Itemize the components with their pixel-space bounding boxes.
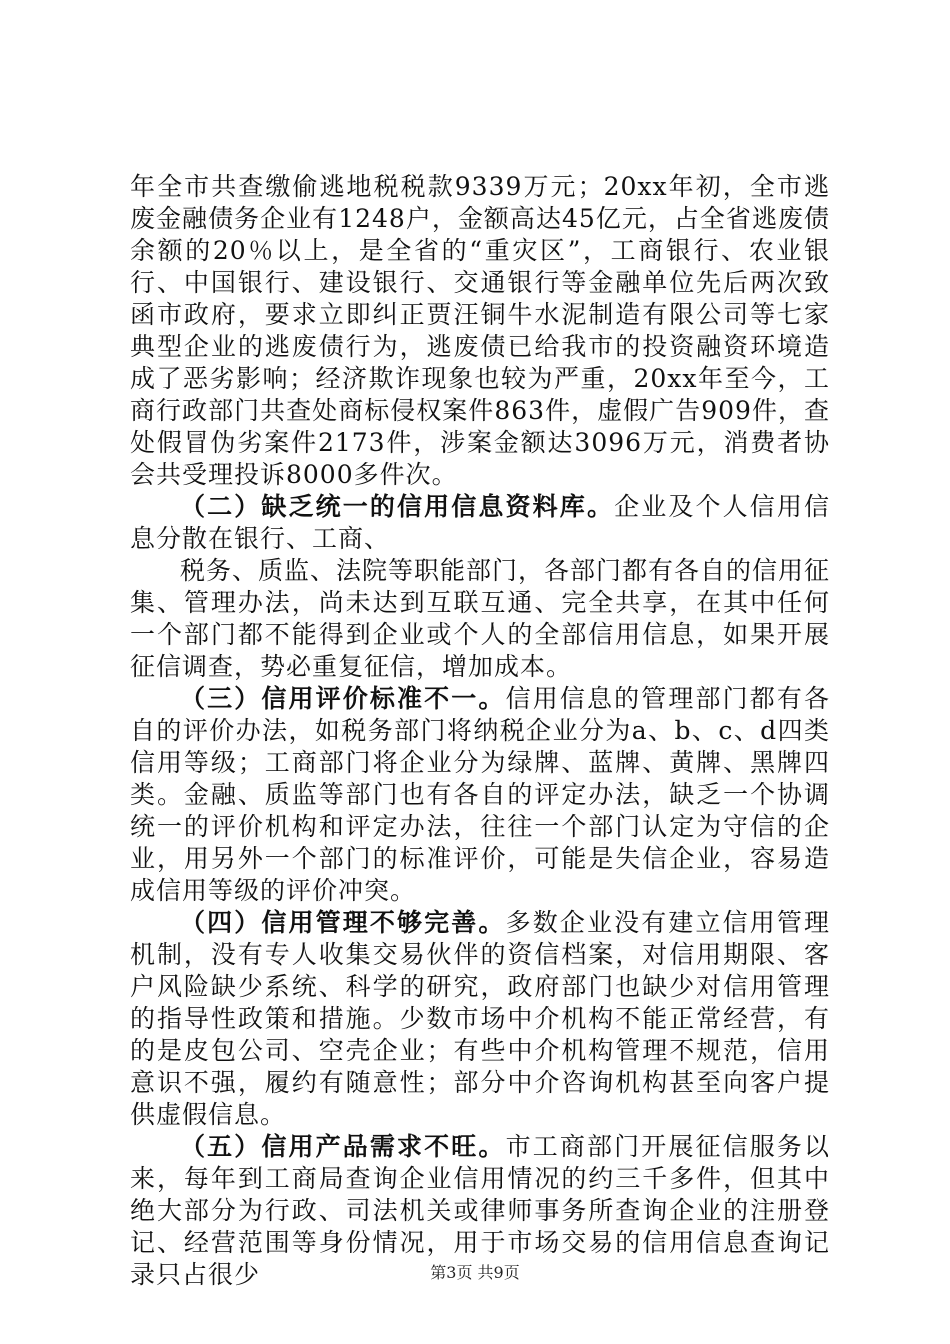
section-heading-5: （五）信用产品需求不旺。 [180,1132,506,1161]
section-heading-4: （四）信用管理不够完善。 [180,908,506,937]
paragraph-text: 信用信息的管理部门都有各自的评价办法，如税务部门将纳税企业分为a、b、c、d四类信用等级；工商部门将企业分为绿牌、蓝牌、黄牌、黑牌四类。金融、质监等部门也有各自的评定办法，缺乏一个协调统一的评价机构和评定办法，往往一个部门认定为守信的企业，用另外一个部门的标准评价，可能是失信企业，容易造成信用等级的评价冲突。 [130,684,830,905]
document-body [130,171,830,1291]
paragraph-text: 企业及个人信用信息分散在银行、工商、 [130,492,830,553]
paragraph-section-2-cont [130,555,830,683]
section-heading-3: （三）信用评价标准不一。 [180,684,506,713]
page-footer [0,1260,950,1283]
paragraph-section-2 [130,491,830,555]
paragraph-text: 多数企业没有建立信用管理机制，没有专人收集交易伙伴的资信档案，对信用期限、客户风险缺少系统、科学的研究，政府部门也缺少对信用管理的指导性政策和措施。少数市场中介机构不能正常经营，有的是皮包公司、空壳企业；有些中介机构管理不规范，信用意识不强，履约有随意性；部分中介咨询机构甚至向客户提供虚假信息。 [130,908,830,1129]
section-heading-2: （二）缺乏统一的信用信息资料库。 [180,492,615,521]
paragraph-section-4 [130,907,830,1131]
paragraph-text: 税务、质监、法院等职能部门，各部门都有各自的信用征集、管理办法，尚未达到互联互通、完全共享，在其中任何一个部门都不能得到企业或个人的全部信用信息，如果开展征信调查，势必重复征信，增加成本。 [130,556,831,681]
paragraph-text: 年全市共查缴偷逃地税税款9339万元；20xx年初，全市逃废金融债务企业有1248户，金额高达45亿元，占全省逃废债余额的20％以上，是全省的“重灾区”，工商银行、农业银行、中国银行、建设银行、交通银行等金融单位先后两次致函市政府，要求立即纠正贾汪铜牛水泥制造有限公司等七家典型企业的逃废债行为，逃废债已给我市的投资融资环境造成了恶劣影响；经济欺诈现象也较为严重，20xx年至今，工商行政部门共查处商标侵权案件863件，虚假广告909件，查处假冒伪劣案件2173件，涉案金额达3096万元，消费者协会共受理投诉8000多件次。 [130,172,830,489]
paragraph-section-3 [130,683,830,907]
paragraph-continuation [130,171,830,491]
page-number: 第3页 共9页 [430,1263,520,1282]
paragraph-text: 市工商部门开展征信服务以来，每年到工商局查询企业信用情况的约三千多件，但其中绝大部分为行政、司法机关或律师事务所查询企业的注册登记、经营范围等身份情况，用于市场交易的信用信息查询记录只占很少 [130,1132,830,1289]
